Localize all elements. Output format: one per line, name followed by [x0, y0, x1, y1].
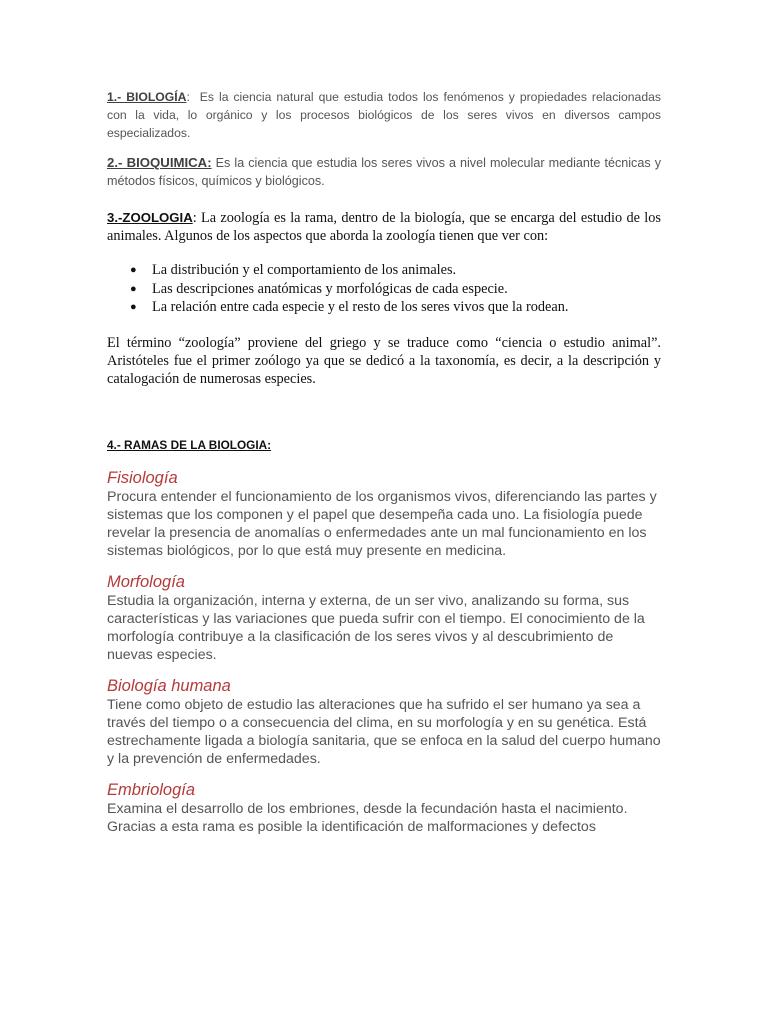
section-text-zoologia: : La zoología es la rama, dentro de la biología, que se encarga del estudio de los animales. Algunos de los aspectos que aborda la zoología tienen que ver con:	[107, 210, 661, 244]
list-item: ● La distribución y el comportamiento de los animales.	[130, 262, 457, 278]
section-text-bioquimica: Es la ciencia que estudia los seres vivos a nivel molecular mediante técnicas y métodos físicos, químicos y biológicos.	[107, 156, 662, 188]
branch-text: Estudia la organización, interna y externa, de un ser vivo, analizando su forma, sus características y las variaciones que pueda sufrir con el tiempo. El conocimiento de la morfología contribuye a la clasificación de los seres vivos y al descubrimiento de nuevas especies.	[107, 592, 645, 663]
bullet-icon: ●	[130, 282, 137, 295]
zoologia-bullet-list	[107, 261, 661, 317]
branch-text: Examina el desarrollo de los embriones, desde la fecundación hasta el nacimiento. Gracias a esta rama es posible la identificación de malformaciones y defectos	[107, 800, 628, 835]
branch-fisiologia	[107, 468, 661, 560]
section-label-biologia: 1.- BIOLOGÍA	[107, 90, 187, 104]
branch-embriologia	[107, 780, 661, 836]
branch-title: Biología humana	[107, 676, 231, 695]
section-label-zoologia: 3.-ZOOLOGIA	[107, 210, 193, 225]
branch-title: Fisiología	[107, 468, 178, 487]
list-item: ● Las descripciones anatómicas y morfológicas de cada especie.	[130, 280, 508, 297]
branch-text: Procura entender el funcionamiento de los organismos vivos, diferenciando las partes y sistemas que los componen y el papel que desempeña cada uno. La fisiología puede revelar la presencia de anomalías o enfermedades ante un mal funcionamiento en los sistemas biológicos, por lo que está muy presente en medicina.	[107, 488, 657, 559]
list-item: ● La relación entre cada especie y el resto de los seres vivos que la rodean.	[130, 299, 569, 315]
document-page	[107, 88, 661, 836]
bullet-icon: ●	[130, 301, 137, 313]
branch-morfologia	[107, 572, 661, 664]
branch-biologia-humana	[107, 676, 661, 768]
section-heading-ramas: 4.- RAMAS DE LA BIOLOGIA:	[107, 437, 272, 452]
branch-title: Embriología	[107, 780, 196, 799]
section-label-separator: :	[186, 90, 190, 104]
section-text-biologia: Es la ciencia natural que estudia todos los fenómenos y propiedades relacionadas con la vida, lo orgánico y los procesos biológicos de los seres vivos en diversos campos especializados.	[107, 90, 661, 140]
section-label-bioquimica: 2.- BIOQUIMICA:	[107, 155, 212, 170]
bullet-icon: ●	[130, 264, 137, 276]
section-zoologia	[107, 209, 661, 245]
branch-text: Tiene como objeto de estudio las alteraciones que ha sufrido el ser humano ya sea a través del tiempo o a consecuencia del clima, en su morfología y en su genética. Está estrechamente ligada a biología sanitaria, que se enfoca en la salud del cuerpo humano y la prevención de enfermedades.	[107, 696, 661, 767]
section-bioquimica	[107, 154, 661, 190]
zoologia-closing-paragraph: El término “zoología” proviene del griego y se traduce como “ciencia o estudio animal”. Aristóteles fue el primer zoólogo ya que se dedicó a la taxonomía, es decir, a la descripción y catalogación de numerosas especies.	[107, 334, 661, 387]
branch-title: Morfología	[107, 572, 185, 591]
section-biologia	[107, 88, 661, 142]
